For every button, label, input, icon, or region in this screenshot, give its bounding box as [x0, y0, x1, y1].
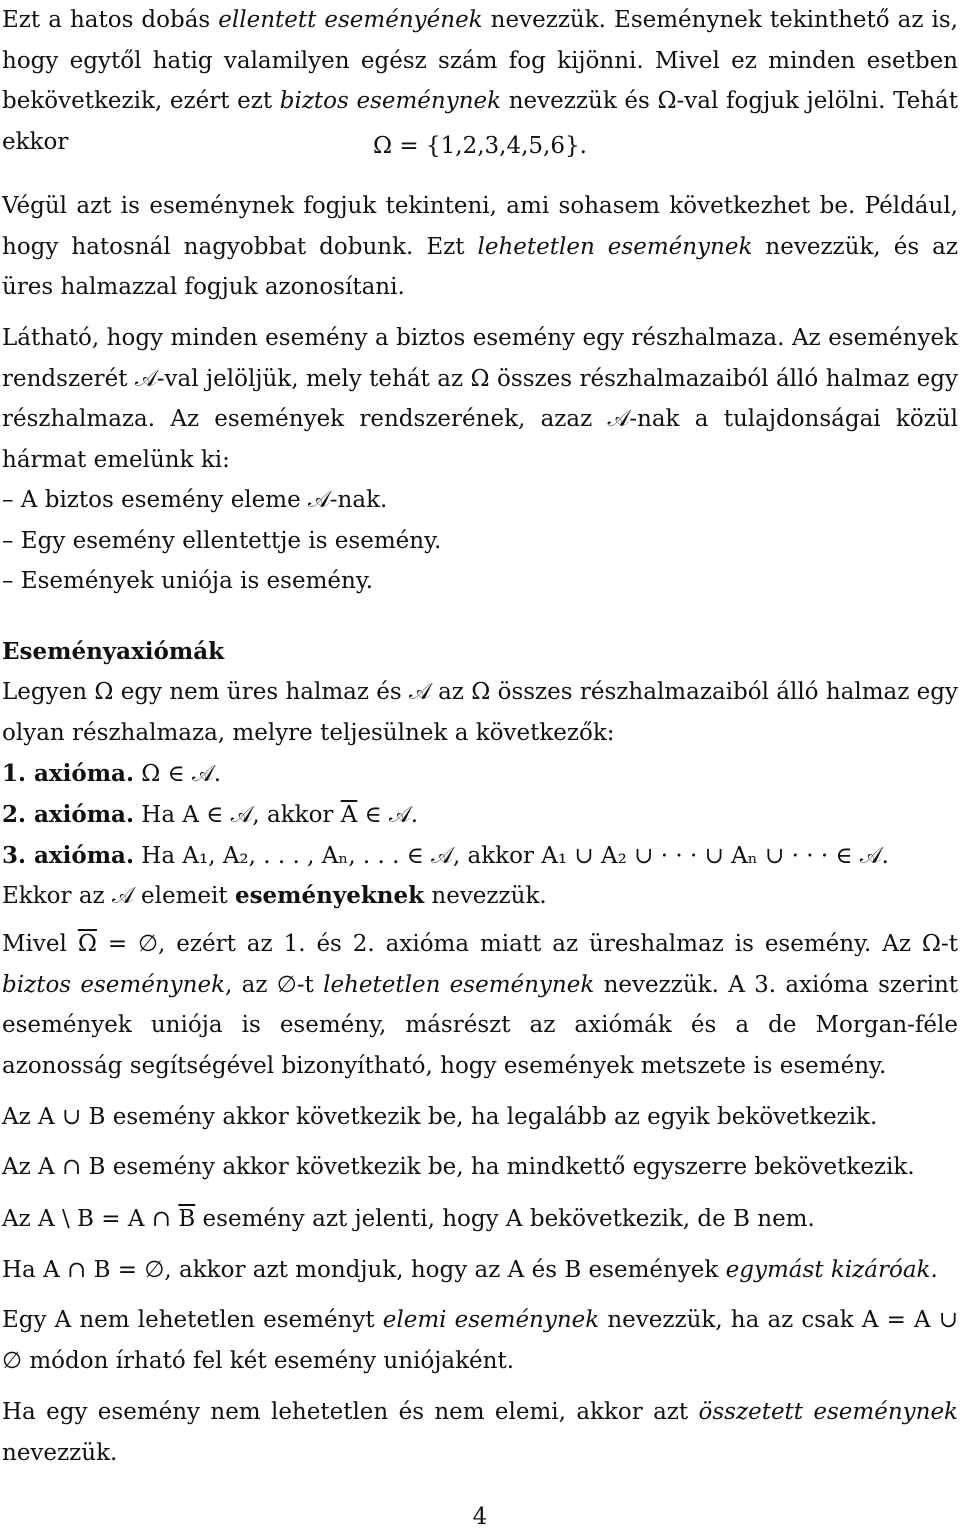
- text: nevezzük.: [424, 883, 547, 909]
- paragraph-union: Az A ∪ B esemény akkor következik be, ha legalább az egyik bekövetkezik.: [2, 1104, 878, 1130]
- axiom-text: Ω ∈ 𝒜.: [133, 761, 222, 787]
- text: nevezzük. A 3. axióma szerint események uniója is esemény, másrészt az axiómák és a de Morgan-féle azonosság segítségével bizonyítható, hogy események metszete is esemény.: [2, 971, 959, 1079]
- complement-a: $\overline{A}$: [340, 802, 358, 828]
- paragraph-ekkor: [2, 876, 958, 917]
- term-esemenyek: eseményeknek: [234, 882, 425, 909]
- page-number: 4: [472, 1504, 488, 1530]
- paragraph-intersection: Az A ∩ B esemény akkor következik be, ha mindkettő egyszerre bekövetkezik.: [2, 1154, 915, 1180]
- list-item: – A biztos esemény eleme 𝒜-nak.: [2, 487, 388, 513]
- text: Ekkor az 𝒜 elemeit: [2, 883, 235, 909]
- term-osszetett-esemeny: összetett eseménynek: [698, 1399, 958, 1425]
- axiom-label: 2. axióma.: [2, 801, 134, 828]
- complement-omega: $\overline{\Omega}$: [77, 931, 97, 957]
- paragraph-mivel: [2, 924, 958, 1086]
- axiom-label: 1. axióma.: [2, 760, 134, 787]
- text: nevezzük, ha az csak A = A ∪ ∅ módon írható fel két esemény uniójaként.: [2, 1307, 958, 1374]
- axiom-3: [2, 836, 958, 877]
- axiom-text: Ha A ∈ 𝒜, akkor: [133, 802, 341, 828]
- axiom-2: [2, 795, 958, 836]
- term-biztos-esemeny: biztos eseménynek: [279, 88, 502, 115]
- text: nevezzük.: [2, 1439, 118, 1466]
- term-egymast-kizaroak: egymást kizáróak: [725, 1257, 931, 1283]
- complement-b: $\overline{B}$: [178, 1206, 196, 1232]
- term-elemi-esemeny: elemi eseménynek: [382, 1307, 600, 1333]
- section-heading: Eseményaxiómák: [2, 638, 225, 665]
- paragraph-elemi: [2, 1300, 958, 1381]
- paragraph-difference: [2, 1199, 958, 1240]
- text: Ha A ∩ B = ∅, akkor azt mondjuk, hogy az A és B események: [2, 1257, 726, 1283]
- text: , az ∅-t: [225, 971, 324, 998]
- property-list: [2, 480, 958, 602]
- paragraph-disjoint: [2, 1250, 958, 1291]
- term-lehetetlen-esemeny: lehetetlen eseménynek: [323, 971, 595, 998]
- paragraph-osszetett: [2, 1392, 958, 1473]
- text: Ezt a hatos dobás: [2, 7, 219, 33]
- axiom-1: [2, 754, 958, 795]
- text: = ∅, ezért az 1. és 2. axióma miatt az üreshalmaz is esemény. Az Ω-t: [96, 931, 958, 957]
- text: Egy A nem lehetetlen eseményt: [2, 1307, 383, 1333]
- paragraph-esemenyek-rendszere: Látható, hogy minden esemény a biztos esemény egy részhalmaza. Az események rendszerét 𝒜-val jelöljük, mely tehát az Ω összes részhalmazaiból álló halmaz egy részhalmaza. Az események rendszerének, azaz 𝒜-nak a tulajdonságai közül hármat emelünk ki:: [2, 325, 958, 473]
- paragraph-lehetetlen: [2, 186, 958, 308]
- text: nevezzük. Eseménynek tekinthető az is, hogy egytől hatig valamilyen egész szám fog kijönni. Mivel ez minden esetben bekövetkezik, ezért ezt: [2, 7, 958, 115]
- text: Mivel: [2, 931, 78, 957]
- text: esemény azt jelenti, hogy A bekövetkezik, de B nem.: [195, 1206, 815, 1232]
- paragraph-legyen: Legyen Ω egy nem üres halmaz és 𝒜 az Ω összes részhalmazaiból álló halmaz egy olyan részhalmaza, melyre teljesülnek a következők:: [2, 679, 958, 746]
- axiom-text: Ha A₁, A₂, . . . , Aₙ, . . . ∈ 𝒜, akkor A₁ ∪ A₂ ∪ · · · ∪ Aₙ ∪ · · · ∈ 𝒜.: [133, 843, 889, 869]
- text: Végül azt is eseménynek fogjuk tekinteni, ami sohasem következhet be. Például, hogy hatosnál nagyobbat dobunk. Ezt: [2, 193, 958, 260]
- term-lehetetlen-esemeny: lehetetlen eseménynek: [477, 233, 753, 260]
- axiom-text: ∈ 𝒜.: [357, 802, 419, 828]
- text: Ha egy esemény nem lehetetlen és nem elemi, akkor azt: [2, 1399, 699, 1425]
- term-ellentett-esemeny: ellentett eseményének: [218, 7, 483, 33]
- axiom-label: 3. axióma.: [2, 842, 134, 869]
- text: nevezzük, és az üres halmazzal fogjuk azonosítani.: [2, 233, 958, 301]
- omega-formula: Ω = {1,2,3,4,5,6}.: [373, 133, 587, 159]
- text: Az A \ B = A ∩: [2, 1206, 179, 1232]
- text: nevezzük és Ω-val fogjuk jelölni. Tehát ekkor: [2, 88, 958, 155]
- list-item: – Egy esemény ellentettje is esemény.: [2, 527, 442, 554]
- list-item: – Események uniója is esemény.: [2, 568, 374, 595]
- term-biztos-esemeny: biztos eseménynek: [2, 971, 226, 998]
- text: .: [930, 1257, 938, 1283]
